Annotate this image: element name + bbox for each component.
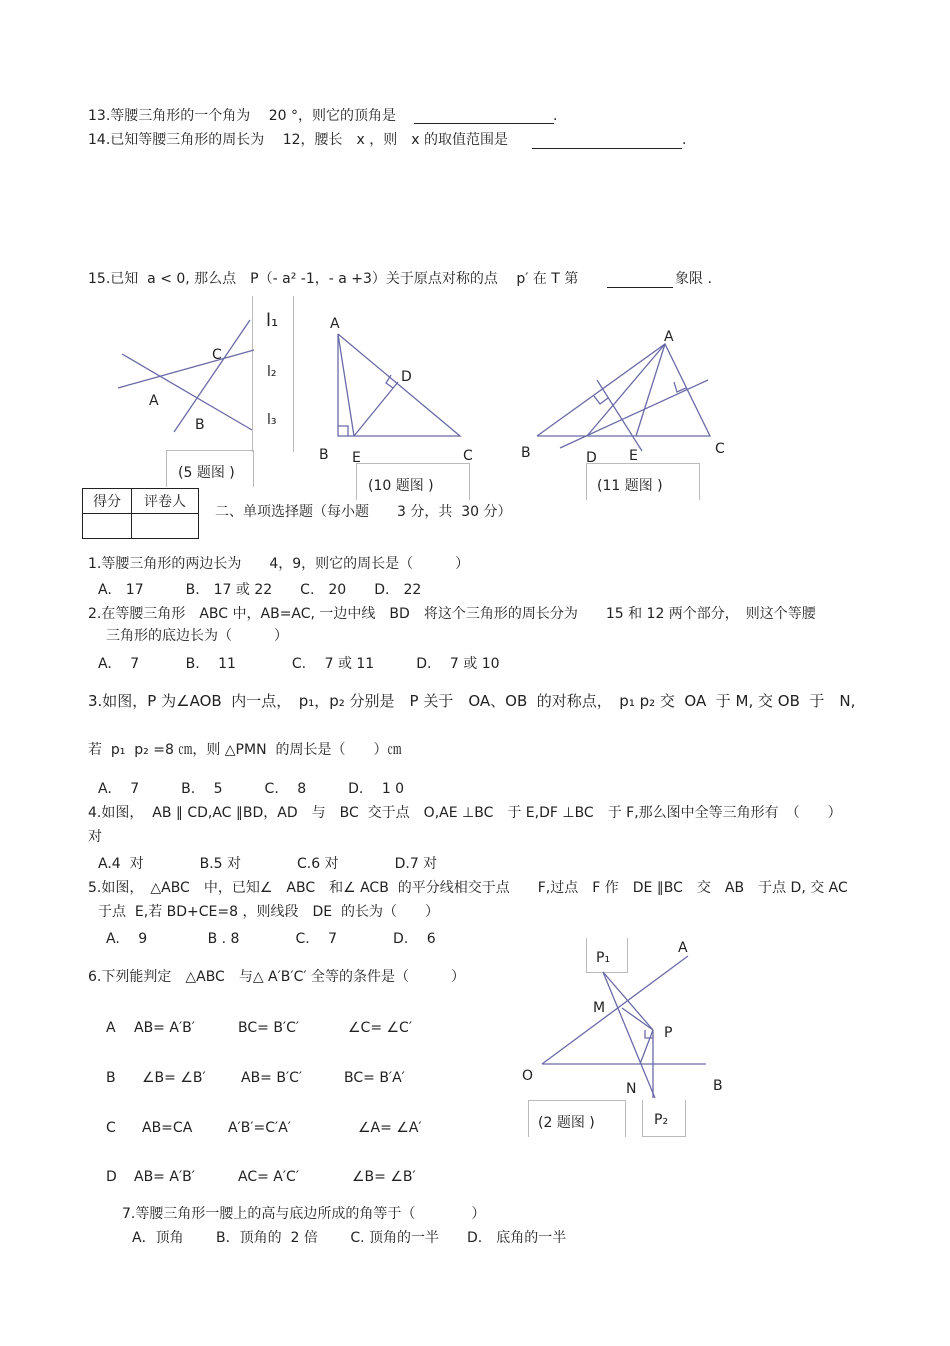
fig2-label-b: B (713, 1078, 723, 1094)
q14-text: 14.已知等腰三角形的周长为 12，腰长 x ，则 x 的取值范围是 (88, 132, 508, 148)
fig2-label-p: P (664, 1025, 673, 1041)
fig2-label-p1: P₁ (596, 950, 611, 966)
q6-opt-d-2: AC= A′C′ (238, 1169, 299, 1185)
q6-opt-b-2: AB= B′C′ (241, 1070, 303, 1086)
q4-stem-line1: 4.如图， AB ∥ CD,AC ∥BD，AD 与 BC 交于点 O,AE ⊥BC 于 E,DF ⊥BC 于 F,那么图中全等三角形有 （ ） (88, 805, 842, 821)
q2-stem-line1: 2.在等腰三角形 ABC 中，AB=AC, 一边中线 BD 将这个三角形的周长分为 15 和 12 两个部分， 则这个等腰 (88, 606, 816, 622)
q6-opt-c-2: A′B′=C′A′ (228, 1120, 291, 1136)
q13-text: 13.等腰三角形的一个角为 20 °，则它的顶角是 (88, 108, 396, 124)
grader-header: 评卷人 (132, 489, 199, 514)
fig5-caption: (5 题图 ) (178, 465, 235, 481)
q5-stem-line2: 于点 E,若 BD+CE=8 ，则线段 DE 的长为（ ） (98, 904, 439, 920)
fig5-label-l1: l₁ (266, 310, 279, 331)
fig5-label-a: A (149, 393, 159, 409)
fig2-label-p2: P₂ (654, 1112, 669, 1128)
q6-opt-b-letter: B (106, 1070, 116, 1086)
q6-opt-c-1: AB=CA (142, 1120, 193, 1136)
q6-opt-b-1: ∠B= ∠B′ (142, 1070, 206, 1086)
q6-opt-d-3: ∠B= ∠B′ (352, 1169, 416, 1185)
q6-opt-a-2: BC= B′C′ (238, 1020, 300, 1036)
fig10-label-a: A (330, 316, 340, 332)
fig5-label-b: B (195, 417, 205, 433)
fig2-segment-p1p2 (603, 972, 655, 1098)
q13-end: . (553, 108, 558, 124)
q4-stem-line2: 对 (88, 829, 102, 845)
fig2-label-o: O (522, 1068, 534, 1084)
q3-stem-line1: 3.如图，P 为∠AOB 内一点， p₁，p₂ 分别是 P 关于 OA、OB 的对称点， p₁ p₂ 交 OA 于 M, 交 OB 于 N, (88, 692, 856, 710)
q6-opt-a-1: AB= A′B′ (134, 1020, 195, 1036)
q3-options: A. 7 B. 5 C. 8 D. 1 0 (98, 781, 405, 797)
fig2-segment-pn (640, 1030, 653, 1064)
fig2-label-a: A (678, 940, 688, 956)
fig2-ray-oa (542, 956, 688, 1064)
q6-opt-b-3: BC= B′A′ (344, 1070, 405, 1086)
q6-opt-d-1: AB= A′B′ (134, 1169, 195, 1185)
q5-options: A. 9 B . 8 C. 7 D. 6 (106, 931, 436, 947)
fig5-label-c: C (212, 347, 222, 363)
q1-options: A. 17 B. 17 或 22 C. 20 D. 22 (98, 582, 422, 598)
fig10-label-b: B (319, 447, 329, 463)
q7-stem: 7.等腰三角形一腰上的高与底边所成的角等于（ ） (122, 1206, 486, 1222)
fig11-label-e: E (629, 448, 638, 464)
fig10-label-c: C (463, 448, 473, 464)
q7-options: A．顶角 B．顶角的 2 倍 C. 顶角的一半 D. 底角的一半 (132, 1230, 567, 1246)
q2-options: A. 7 B. 11 C. 7 或 11 D. 7 或 10 (98, 656, 500, 672)
q6-opt-a-letter: A (106, 1020, 116, 1036)
q15-text: 15.已知 a < 0, 那么点 P（- a² -1，- a +3）关于原点对称的点 p′ 在 T 第 (88, 271, 579, 287)
fig11-caption: (11 题图 ) (597, 478, 663, 494)
fig2-segment-p1p (603, 972, 653, 1030)
fig11-label-a: A (664, 329, 674, 345)
fig10-label-d: D (401, 369, 412, 385)
fig5-label-l2: l₂ (267, 364, 277, 380)
fig5-label-l3: l₃ (267, 412, 277, 428)
q6-stem: 6.下列能判定 △ABC 与△ A′B′C′ 全等的条件是（ ） (88, 969, 465, 985)
q5-stem-line1: 5.如图， △ABC 中，已知∠ ABC 和∠ ACB 的平分线相交于点 F,过点 F 作 DE ∥BC 交 AB 于点 D, 交 AC (88, 880, 848, 896)
fig11-label-b: B (521, 445, 531, 461)
fig2-label-n: N (626, 1081, 637, 1097)
q6-opt-a-3: ∠C= ∠C′ (348, 1020, 413, 1036)
q2-stem-line2: 三角形的底边长为（ ） (106, 628, 288, 644)
fig2-caption: (2 题图 ) (538, 1115, 595, 1131)
fig11-label-c: C (715, 441, 725, 457)
fig10-caption: (10 题图 ) (368, 478, 434, 494)
q15-end: 象限 . (675, 271, 712, 287)
q4-options: A.4 对 B.5 对 C.6 对 D.7 对 (98, 856, 438, 872)
q14-end: . (682, 132, 687, 148)
q1-stem: 1.等腰三角形的两边长为 4，9，则它的周长是（ ） (88, 556, 470, 572)
q6-opt-c-letter: C (106, 1120, 116, 1136)
fig10-label-e: E (352, 450, 361, 466)
fig2-label-m: M (593, 1000, 606, 1016)
q3-stem-line2: 若 p₁ p₂ =8 ㎝，则 △PMN 的周长是（ ）㎝ (88, 742, 402, 758)
q6-opt-d-letter: D (106, 1169, 117, 1185)
section2-title: 二、单项选择题（每小题 3 分，共 30 分） (215, 504, 512, 520)
fig11-label-d: D (586, 450, 597, 466)
q6-opt-c-3: ∠A= ∠A′ (358, 1120, 422, 1136)
score-header: 得分 (83, 489, 132, 514)
